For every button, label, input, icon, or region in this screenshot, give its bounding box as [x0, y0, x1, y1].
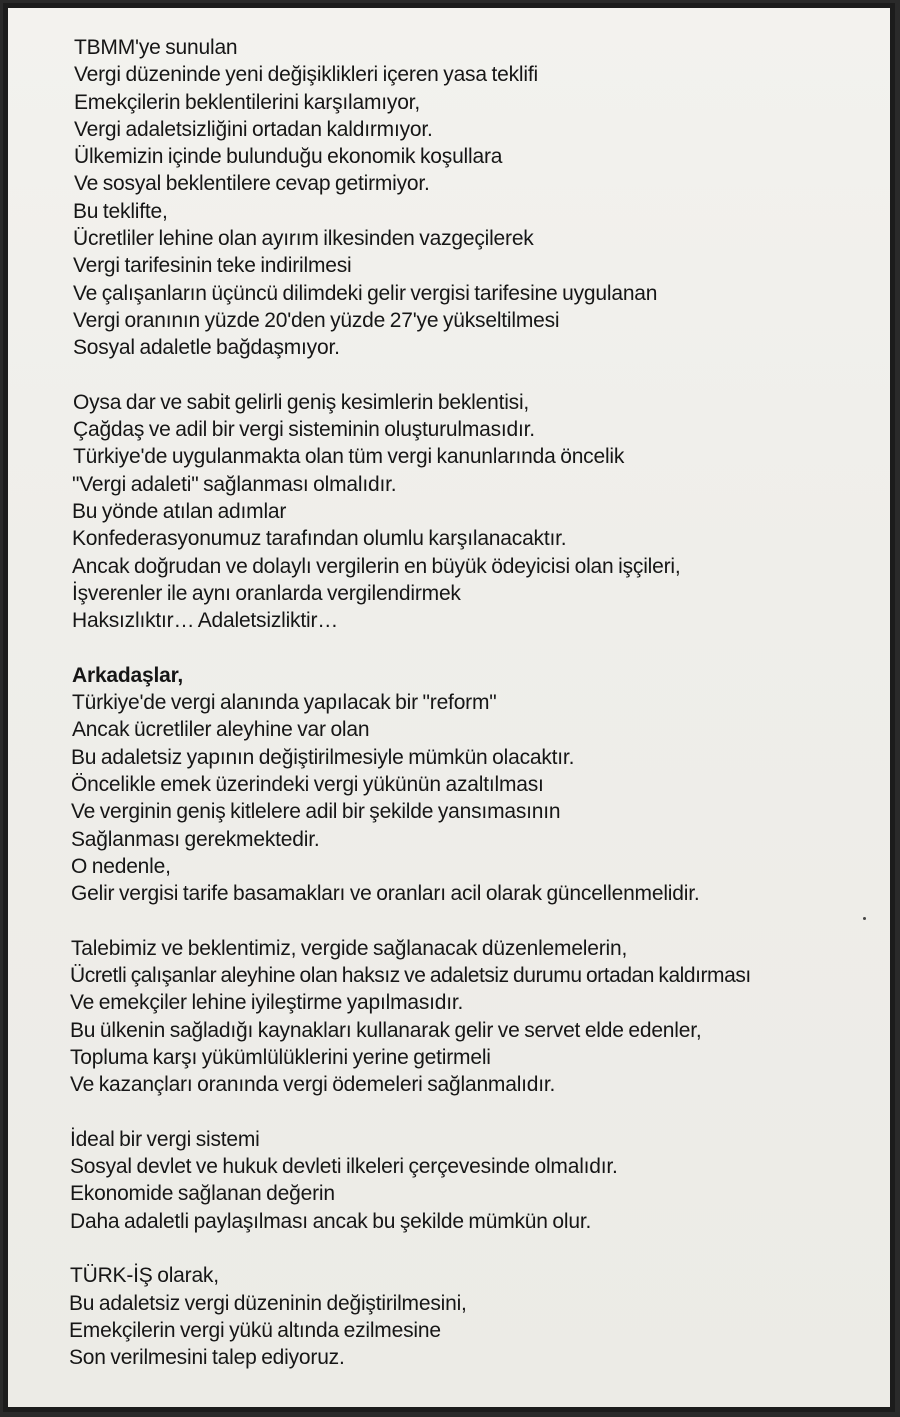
- text-line: Bu teklifte,: [73, 199, 168, 223]
- text-line: Son verilmesini talep ediyoruz.: [69, 1346, 345, 1370]
- text-line: Türkiye'de vergi alanında yapılacak bir "reform": [72, 691, 497, 715]
- document-text: [70, 34, 890, 1372]
- text-line: TBMM'ye sunulan: [74, 36, 238, 59]
- text-line: Vergi tarifesinin teke indirilmesi: [73, 254, 352, 278]
- text-line: Konfederasyonumuz tarafından olumlu karşılanacaktır.: [72, 527, 567, 551]
- text-line: Ücretli çalışanlar aleyhine olan haksız ve adaletsiz durumu ortadan kaldırması: [70, 964, 751, 988]
- photo-frame: [3, 3, 895, 1412]
- paragraph-2: [70, 389, 890, 635]
- text-line: Talebimiz ve beklentimiz, vergide sağlanacak düzenlemelerin,: [71, 936, 628, 960]
- text-line: Sosyal adaletle bağdaşmıyor.: [73, 336, 340, 360]
- text-line: Öncelikle emek üzerindeki vergi yükünün azaltılması: [71, 773, 544, 797]
- text-line: Topluma karşı yükümlülüklerini yerine getirmeli: [70, 1045, 491, 1069]
- text-line: Bu yönde atılan adımlar: [72, 500, 287, 524]
- text-line: Emekçilerin beklentilerini karşılamıyor,: [74, 90, 420, 114]
- text-line: İşverenler ile aynı oranlarda vergilendirmek: [72, 581, 461, 605]
- text-line: Ücretliler lehine olan ayırım ilkesinden vazgeçilerek: [73, 227, 534, 251]
- paragraph-3: [70, 662, 890, 908]
- text-line: Haksızlıktır… Adaletsizliktir…: [72, 609, 339, 633]
- text-line: Sağlanması gerekmektedir.: [71, 827, 320, 851]
- text-line: O nedenle,: [71, 854, 171, 878]
- document-page: [8, 8, 890, 1407]
- text-line: Çağdaş ve adil bir vergi sisteminin oluşturulmasıdır.: [73, 418, 535, 442]
- text-line: Ve verginin geniş kitlelere adil bir şekilde yansımasının: [71, 800, 561, 824]
- paper-speck: [863, 917, 866, 920]
- text-line: Ekonomide sağlanan değerin: [70, 1182, 335, 1206]
- text-line: Bu adaletsiz yapının değiştirilmesiyle mümkün olacaktır.: [71, 745, 575, 769]
- text-line: Vergi düzeninde yeni değişiklikleri içeren yasa teklifi: [74, 63, 538, 87]
- paragraph-6: [70, 1262, 890, 1371]
- paragraph-5: [70, 1126, 890, 1235]
- text-line: Ve çalışanların üçüncü dilimdeki gelir vergisi tarifesine uygulanan: [73, 281, 658, 305]
- text-line: "Vergi adaleti" sağlanması olmalıdır.: [72, 472, 397, 496]
- text-line: Vergi adaletsizliğini ortadan kaldırmıyor.: [74, 117, 433, 141]
- paragraph-1: [70, 34, 890, 362]
- text-line: Ancak doğrudan ve dolaylı vergilerin en büyük ödeyicisi olan işçileri,: [72, 554, 681, 578]
- text-line: Vergi oranının yüzde 20'den yüzde 27'ye yükseltilmesi: [73, 308, 560, 332]
- section-heading: Arkadaşlar,: [72, 663, 184, 687]
- text-line: Türkiye'de uygulanmakta olan tüm vergi kanunlarında öncelik: [73, 445, 625, 469]
- text-line: Oysa dar ve sabit gelirli geniş kesimlerin beklentisi,: [73, 390, 530, 414]
- text-line: Ancak ücretliler aleyhine var olan: [72, 718, 370, 742]
- text-line: Daha adaletli paylaşılması ancak bu şekilde mümkün olur.: [70, 1209, 592, 1233]
- text-line: Gelir vergisi tarife basamakları ve oranları acil olarak güncellenmelidir.: [71, 882, 700, 906]
- text-line: Ve emekçiler lehine iyileştirme yapılmasıdır.: [70, 991, 464, 1015]
- text-line: Sosyal devlet ve hukuk devleti ilkeleri çerçevesinde olmalıdır.: [70, 1155, 618, 1179]
- text-line: Bu adaletsiz vergi düzeninin değiştirilmesini,: [69, 1291, 467, 1315]
- text-line: Ülkemizin içinde bulunduğu ekonomik koşullara: [74, 145, 503, 169]
- text-line: İdeal bir vergi sistemi: [70, 1127, 260, 1151]
- text-line: Ve kazançları oranında vergi ödemeleri sağlanmalıdır.: [70, 1073, 556, 1097]
- paragraph-4: [70, 935, 890, 1099]
- text-line: TÜRK-İŞ olarak,: [70, 1264, 219, 1288]
- text-line: Emekçilerin vergi yükü altında ezilmesine: [69, 1318, 441, 1342]
- text-line: Bu ülkenin sağladığı kaynakları kullanarak gelir ve servet elde edenler,: [70, 1018, 702, 1042]
- text-line: Ve sosyal beklentilere cevap getirmiyor.: [74, 172, 430, 196]
